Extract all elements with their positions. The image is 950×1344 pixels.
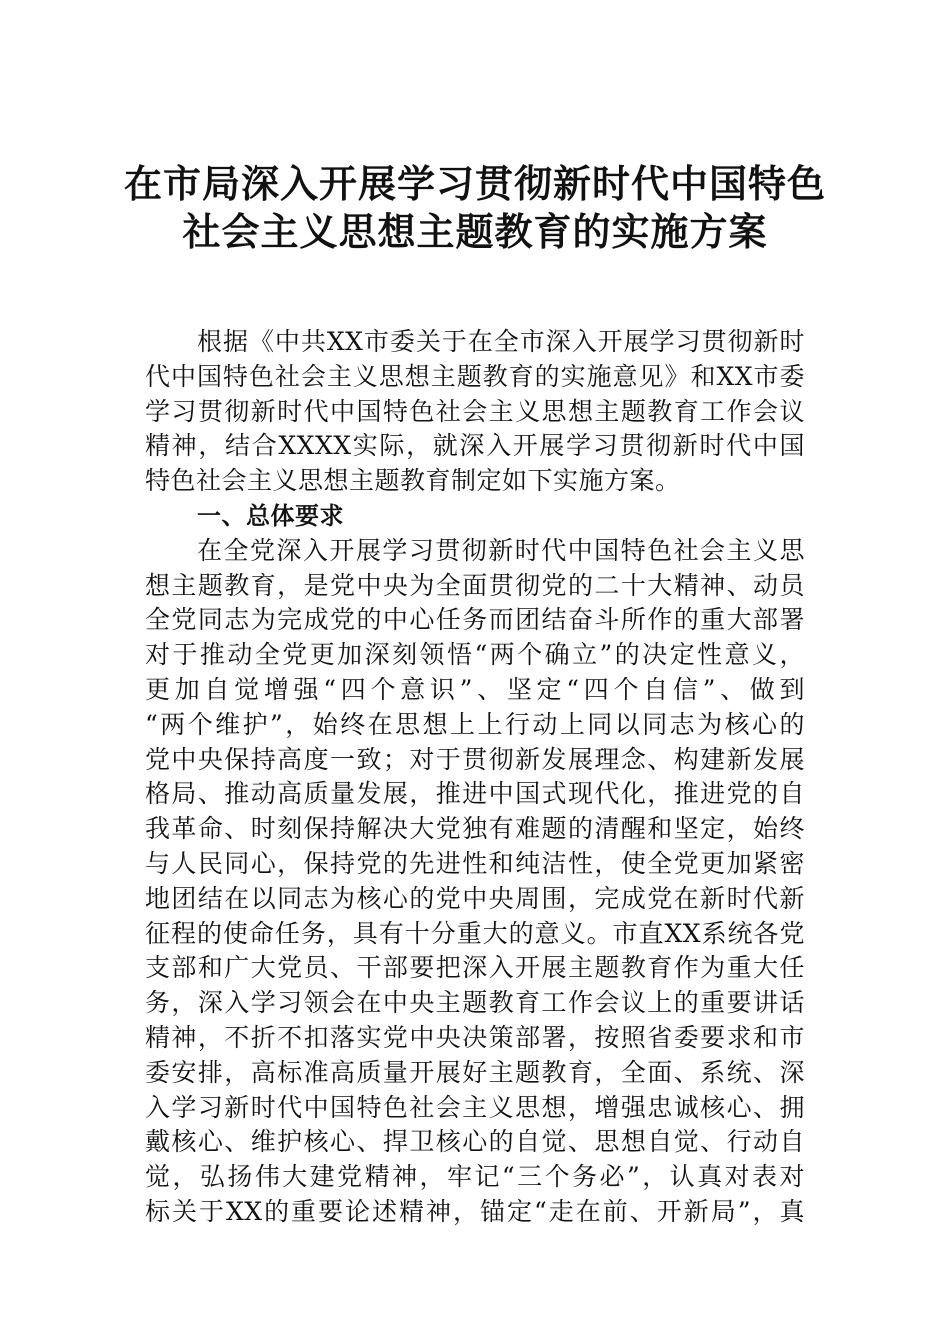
section-heading: 一、总体要求	[197, 501, 344, 530]
intro-line: 代中国特色社会主义思想主题教育的实施意见》和XX市委	[145, 361, 805, 391]
intro-line: 精神，结合XXXX实际，就深入开展学习贯彻新时代中国	[145, 431, 805, 461]
intro-line: 根据《中共XX市委关于在全市深入开展学习贯彻新时	[197, 327, 805, 356]
section-line: 想主题教育，是党中央为全面贯彻党的二十大精神、动员	[145, 570, 805, 600]
section-line: 党中央保持高度一致；对于贯彻新发展理念、构建新发展	[145, 744, 805, 774]
section-line: 委安排，高标准高质量开展好主题教育，全面、系统、深	[145, 1057, 805, 1087]
section-line: 支部和广大党员、干部要把深入开展主题教育作为重大任	[145, 953, 805, 983]
intro-line: 特色社会主义思想主题教育制定如下实施方案。	[145, 466, 681, 496]
section-line: 征程的使命任务，具有十分重大的意义。市直XX系统各党	[145, 918, 805, 948]
section-line: 在全党深入开展学习贯彻新时代中国特色社会主义思	[197, 535, 805, 565]
section-line: 与人民同心，保持党的先进性和纯洁性，使全党更加紧密	[145, 848, 805, 878]
section-line: 精神，不折不扣落实党中央决策部署，按照省委要求和市	[145, 1022, 805, 1052]
section-line: 戴核心、维护核心、捍卫核心的自觉、思想自觉、行动自	[145, 1127, 805, 1157]
section-line: 格局、推动高质量发展，推进中国式现代化，推进党的自	[145, 779, 805, 809]
section-line: 标关于XX的重要论述精神，锚定“走在前、开新局”，真	[145, 1196, 805, 1226]
section-line: 务，深入学习领会在中央主题教育工作会议上的重要讲话	[145, 988, 805, 1018]
section-line: 对于推动全党更加深刻领悟“两个确立”的决定性意义，	[145, 640, 805, 670]
intro-line: 学习贯彻新时代中国特色社会主义思想主题教育工作会议	[145, 396, 805, 426]
section-line: 地团结在以同志为核心的党中央周围，完成党在新时代新	[145, 883, 805, 913]
section-line: 我革命、时刻保持解决大党独有难题的清醒和坚定，始终	[145, 814, 805, 844]
document-title-line-1: 在市局深入开展学习贯彻新时代中国特色	[123, 161, 826, 206]
section-line: 入学习新时代中国特色社会主义思想，增强忠诚核心、拥	[145, 1092, 805, 1122]
section-line: 更加自觉增强“四个意识”、坚定“四个自信”、做到	[145, 674, 805, 704]
section-line: 全党同志为完成党的中心任务而团结奋斗所作的重大部署	[145, 605, 805, 635]
section-line: “两个维护”，始终在思想上上行动上同以同志为核心的	[145, 709, 805, 739]
section-line: 觉，弘扬伟大建党精神，牢记“三个务必”，认真对表对	[145, 1162, 805, 1192]
document-title-line-2: 社会主义思想主题教育的实施方案	[182, 209, 768, 254]
document-body	[145, 325, 805, 1230]
